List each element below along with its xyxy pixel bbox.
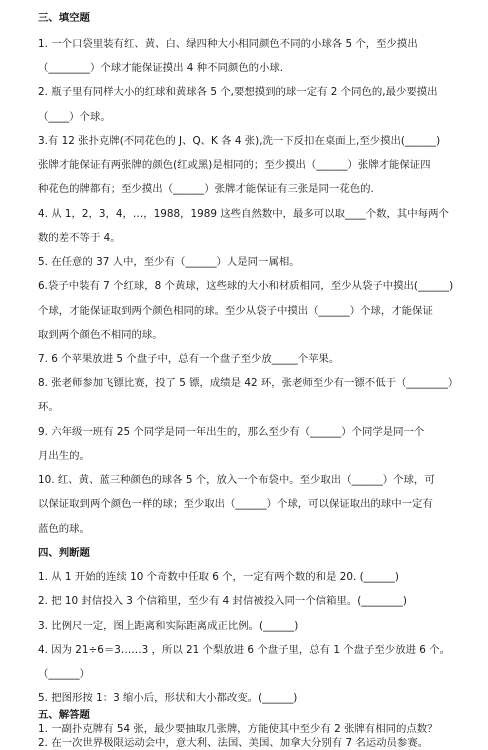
question-line: 取到两个颜色不相同的球。	[38, 329, 163, 341]
question-line: 6.袋子中装有 7 个红球，8 个黄球，这些球的大小和材质相同，至少从袋子中摸出(______)	[38, 280, 454, 292]
question-line: 10. 红、黄、蓝三种颜色的球各 5 个，放入一个布袋中。至少取出（______）个球，可	[38, 474, 435, 486]
question-line: 7. 6 个苹果放进 5 个盘子中，总有一个盘子至少放_____个苹果。	[38, 353, 340, 365]
question-line: 4. 从 1，2，3，4，…，1988，1989 这些自然数中，最多可以取____个数，其中每两个	[38, 208, 449, 220]
question-line: （____）个球。	[38, 111, 111, 123]
section-heading-fill-blank: 三、填空题	[38, 12, 90, 24]
question-line: 8. 张老师参加飞镖比赛，投了 5 镖，成绩是 42 环，张老师至少有一镖不低于（________）	[38, 377, 459, 389]
question-line: （______）	[38, 668, 90, 680]
question-line: 种花色的牌都有；至少摸出（______）张牌才能保证有三张是同一花色的.	[38, 183, 374, 195]
question-line: 数的差不等于 4。	[38, 232, 121, 244]
question-line: 9. 六年级一班有 25 个同学是同一年出生的，那么至少有（______）个同学是同一个	[38, 426, 425, 438]
question-line: 以保证取到两个颜色一样的球；至少取出（______）个球，可以保证取出的球中一定有	[38, 498, 433, 510]
question-line: 1. 一副扑克牌有 54 张，最少要抽取几张牌，方能使其中至少有 2 张牌有相同的点数？	[38, 723, 438, 735]
question-line: 3. 比例尺一定，图上距离和实际距离成正比例。(______)	[38, 620, 299, 632]
question-line: 环。	[38, 401, 59, 413]
question-line: 5. 在任意的 37 人中，至少有（______）人是同一属相。	[38, 256, 300, 268]
question-line: 3.有 12 张扑克牌(不同花色的 J、Q、K 各 4 张),洗一下反扣在桌面上,至少摸出(______)	[38, 135, 441, 147]
question-line: 4. 因为 21÷6＝3……3 ，所以 21 个梨放进 6 个盘子里，总有 1 个盘子至少放进 6 个。	[38, 644, 450, 656]
question-line: 1. 从 1 开始的连续 10 个奇数中任取 6 个，一定有两个数的和是 20. (______)	[38, 571, 399, 583]
question-line: 1. 一个口袋里装有红、黄、白、绿四种大小相同颜色不同的小球各 5 个，至少摸出	[38, 38, 418, 50]
question-line: 个球，才能保证取到两个颜色相同的球。至少从袋子中摸出（______）个球，才能保证	[38, 305, 433, 317]
question-line: 张牌才能保证有两张牌的颜色(红或黑)是相同的；至少摸出（______）张牌才能保证四	[38, 159, 431, 171]
question-line: 2. 把 10 封信投入 3 个信箱里，至少有 4 封信被投入同一个信箱里。(________)	[38, 595, 407, 607]
question-line: 月出生的。	[38, 450, 90, 462]
section-heading-answer: 五、解答题	[38, 709, 90, 721]
question-line: 5. 把图形按 1：3 缩小后，形状和大小都改变。(______)	[38, 692, 298, 704]
question-line: （________）个球才能保证摸出 4 种不同颜色的小球.	[38, 62, 284, 74]
question-line: 2. 瓶子里有同样大小的红球和黄球各 5 个,要想摸到的球一定有 2 个同色的,最少要摸出	[38, 86, 438, 98]
section-heading-true-false: 四、判断题	[38, 547, 90, 559]
question-line: 2. 在一次世界极限运动会中，意大利、法国、美国、加拿大分别有 7 名运动员参赛。	[38, 737, 429, 749]
question-line: 蓝色的球。	[38, 523, 90, 535]
